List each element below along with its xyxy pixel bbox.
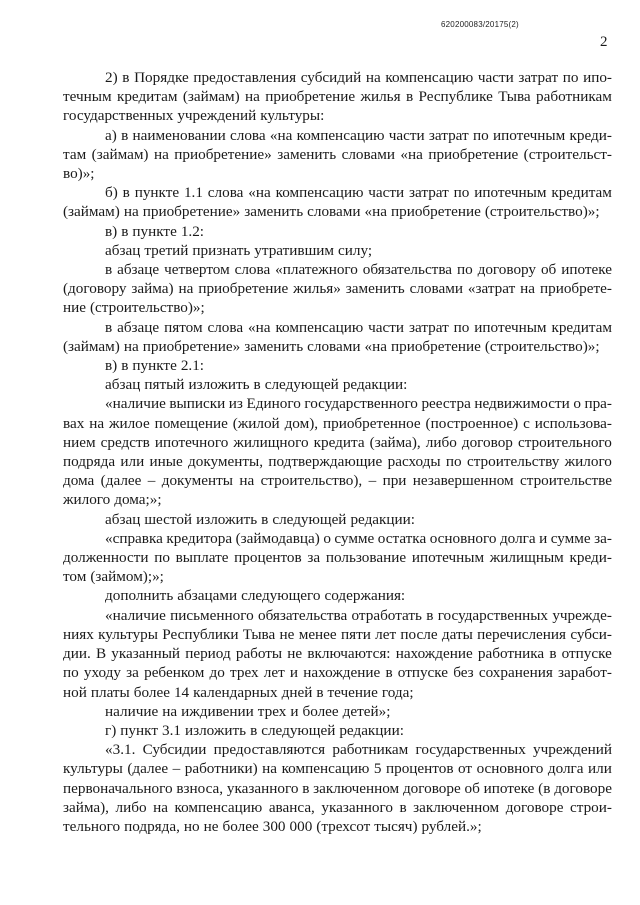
text-line: абзац шестой изложить в следующей редакции: — [105, 510, 416, 528]
text-line: в абзаце четвертом слова «платежного обязательства по договору об ипотеке — [105, 261, 612, 279]
text-line: дии. В указанный период работы не включаются: нахождение работника в отпуске — [63, 645, 612, 663]
text-line: во)»; — [63, 165, 95, 183]
text-line: «справка кредитора (займодавца) о сумме остатка основного долга и сумме за- — [105, 529, 612, 547]
text-line: первоначального взноса, указанного в заключенном договоре об ипотеке (в договоре — [63, 779, 612, 797]
text-line: «3.1. Субсидии предоставляются работникам государственных учреждений — [105, 741, 612, 759]
page-number: 2 — [600, 34, 608, 50]
text-line: абзац пятый изложить в следующей редакции: — [105, 376, 408, 394]
text-line: (займам) на приобретение» заменить словами «на приобретение (строительство)»; — [63, 337, 600, 355]
text-line: нием средств ипотечного жилищного кредита (займа), либо договор строительного — [63, 433, 612, 451]
text-line: долженности по выплате процентов за пользование ипотечным жилищным креди- — [63, 549, 612, 567]
text-line: абзац третий признать утратившим силу; — [105, 241, 373, 259]
text-line: ной платы более 14 календарных дней в течение года; — [63, 683, 414, 701]
text-line: вах на жилое помещение (жилой дом), приобретенное (построенное) с использова- — [63, 414, 612, 432]
text-line: в) в пункте 2.1: — [105, 357, 205, 375]
text-line: том (займом);»; — [63, 568, 164, 586]
text-line: по уходу за ребенком до трех лет и нахождение в отпуске без сохранения заработ- — [63, 664, 612, 682]
text-line: там (займам) на приобретение» заменить словами «на приобретение (строительст- — [63, 145, 612, 163]
text-line: (договору займа) на приобретение жилья» заменить словами «затрат на приобрете- — [63, 280, 612, 298]
text-line: наличие на иждивении трех и более детей»; — [105, 702, 391, 720]
text-line: жилого дома;»; — [63, 491, 162, 509]
text-line: а) в наименовании слова «на компенсацию части затрат по ипотечным креди- — [105, 126, 612, 144]
text-line: тельного подряда, но не более 300 000 (трехсот тысяч) рублей.»; — [63, 817, 482, 835]
text-line: дополнить абзацами следующего содержания: — [105, 587, 406, 605]
text-line: в) в пункте 1.2: — [105, 222, 205, 240]
text-line: 2) в Порядке предоставления субсидий на компенсацию части затрат по ипо- — [105, 69, 612, 86]
text-line: дома (далее – документы на строительство), – при незавершенном строительстве — [63, 472, 612, 490]
text-line: в абзаце пятом слова «на компенсацию части затрат по ипотечным кредитам — [105, 318, 612, 336]
text-line: ние (строительство)»; — [63, 299, 205, 317]
text-line: государственных учреждений культуры: — [63, 107, 325, 125]
document-body — [63, 68, 612, 836]
text-line: б) в пункте 1.1 слова «на компенсацию части затрат по ипотечным кредитам — [105, 184, 612, 202]
text-line: (займам) на приобретение» заменить словами «на приобретение (строительство)»; — [63, 203, 600, 221]
text-line: «наличие выписки из Единого государственного реестра недвижимости о пра- — [105, 395, 612, 413]
text-line: ниях культуры Республики Тыва не менее пяти лет после даты перечисления субси- — [63, 625, 612, 643]
text-line: течным кредитам (займам) на приобретение жилья в Республике Тыва работникам — [63, 88, 612, 106]
text-line: культуры (далее – работники) на компенсацию 5 процентов от основного долга или — [63, 760, 612, 778]
document-code: 620200083/20175(2) — [441, 20, 519, 29]
text-line: займа), либо на компенсацию аванса, указанного в заключенном договоре строи- — [63, 798, 612, 816]
text-line: «наличие письменного обязательства отработать в государственных учрежде- — [105, 606, 612, 624]
text-line: г) пункт 3.1 изложить в следующей редакции: — [105, 721, 404, 739]
text-line: подряда или иные документы, подтверждающие расходы по строительству жилого — [63, 453, 612, 471]
